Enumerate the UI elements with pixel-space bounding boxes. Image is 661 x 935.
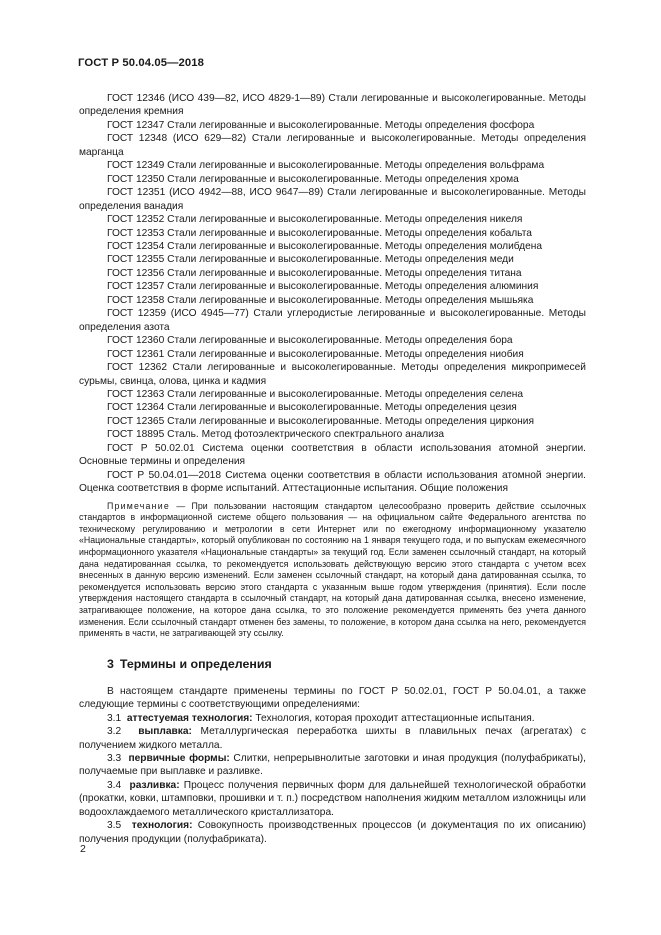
term-number: 3.4 [107,779,122,791]
reference-item: ГОСТ 12356 Стали легированные и высоколегированные. Методы определения титана [107,267,522,279]
reference-item: ГОСТ 12359 (ИСО 4945—77) Стали углеродистые легированные и высоколегированные. Методы определения азота [79,308,586,333]
term-name: аттестуемая технология: [126,712,253,724]
section-number: 3 [107,656,114,671]
page-content [79,92,586,846]
term-text: Технология, которая проходит аттестационные испытания. [252,712,535,724]
reference-item: ГОСТ 12358 Стали легированные и высоколегированные. Методы определения мышьяка [107,294,534,306]
document-header: ГОСТ Р 50.04.05—2018 [78,57,205,69]
term-text: Процесс получения первичных форм для дальнейшей технологической обработки (прокатки, ковки, штамповки, прошивки и т. п.) посредством наполнения жидким металлом изложницы или водоохлаждаемого металлического кристаллизатора. [79,779,586,818]
reference-item: ГОСТ 12350 Стали легированные и высоколегированные. Методы определения хрома [107,173,519,185]
term-name: выплавка: [138,726,192,738]
note-paragraph [79,501,586,640]
term-name: разливка: [129,779,180,791]
section-title: Термины и определения [119,656,272,671]
term-definition [79,779,586,819]
term-name: технология: [131,820,193,832]
reference-item: ГОСТ Р 50.04.01—2018 Система оценки соответствия в области использования атомной энергии. Оценка соответствия в форме испытаний. Аттестационные испытания. Общие положения [79,469,586,495]
term-number: 3.3 [107,752,122,764]
references-list [79,92,586,496]
reference-item: ГОСТ 18895 Сталь. Метод фотоэлектрического спектрального анализа [107,429,445,441]
reference-item: ГОСТ 12362 Стали легированные и высоколегированные. Методы определения микропримесей сурьмы, свинца, олова, цинка и кадмия [79,362,586,387]
term-number: 3.2 [107,726,122,738]
term-definition [79,819,586,846]
note-label: Примечание [107,500,170,511]
reference-item: ГОСТ 12355 Стали легированные и высоколегированные. Методы определения меди [107,254,514,266]
page-number: 2 [80,843,86,855]
reference-item: ГОСТ 12363 Стали легированные и высоколегированные. Методы определения селена [107,388,524,400]
section-heading [107,657,586,671]
reference-item: ГОСТ 12354 Стали легированные и высоколегированные. Методы определения молибдена [107,240,543,252]
reference-item: ГОСТ 12361 Стали легированные и высоколегированные. Методы определения ниобия [107,348,524,360]
reference-item: ГОСТ 12348 (ИСО 629—82) Стали легированные и высоколегированные. Методы определения марганца [79,133,586,158]
term-text: Слитки, непрерывнолитые заготовки и иная продукция (полуфабрикаты), получаемые при выплавке и разливке. [79,752,586,778]
reference-item: ГОСТ Р 50.02.01 Система оценки соответствия в области использования атомной энергии. Основные термины и определения [79,442,586,468]
reference-item: ГОСТ 12346 (ИСО 439—82, ИСО 4829-1—89) Стали легированные и высоколегированные. Методы определения кремния [79,93,586,118]
term-number: 3.5 [107,820,122,832]
reference-item: ГОСТ 12349 Стали легированные и высоколегированные. Методы определения вольфрама [107,160,545,172]
reference-item: ГОСТ 12353 Стали легированные и высоколегированные. Методы определения кобальта [107,227,532,239]
term-text: Совокупность производственных процессов (и документация по их описанию) получения продукции (полуфабриката). [79,820,586,845]
reference-item: ГОСТ 12357 Стали легированные и высоколегированные. Методы определения алюминия [107,281,539,293]
reference-item: ГОСТ 12352 Стали легированные и высоколегированные. Методы определения никеля [107,214,523,226]
term-definition [79,712,586,725]
note-text: — При пользовании настоящим стандартом целесообразно проверить действие ссылочных стандартов в информационной системе общего пользования — на официальном сайте Федерального агентства по техническому регулированию и метрологии в сети Интернет или по ежегодному информационному указателю «Национальные стандарты», который опубликован по состоянию на 1 января текущего года, и по выпускам ежемесячного информационного указателя «Национальные стандарты» за текущий год. Если заменен ссылочный стандарт, на который дана недатированная ссылка, то рекомендуется использовать действующую версию этого стандарта с учетом всех внесенных в данную версию изменений. Если заменен ссылочный стандарт, на который дана датированная ссылка, то рекомендуется использовать версию этого стандарта с указанным выше годом утверждения (принятия). Если после утверждения настоящего стандарта в ссылочный стандарт, на который дана датированная ссылка, внесено изменение, затрагивающее положение, на которое дана ссылка, то это положение рекомендуется применять без учета данного изменения. Если ссылочный стандарт отменен без замены, то положение, в котором дана ссылка на него, рекомендуется применять в части, не затрагивающей эту ссылку. [79,500,586,639]
reference-item: ГОСТ 12347 Стали легированные и высоколегированные. Методы определения фосфора [107,119,535,131]
term-definition [79,752,586,779]
term-number: 3.1 [107,712,122,724]
reference-item: ГОСТ 12351 (ИСО 4942—88, ИСО 9647—89) Стали легированные и высоколегированные. Методы определения ванадия [79,187,586,212]
reference-item: ГОСТ 12364 Стали легированные и высоколегированные. Методы определения цезия [107,402,517,414]
term-text: Металлургическая переработка шихты в плавильных печах (агрегатах) с получением жидкого металла. [79,726,586,751]
reference-item: ГОСТ 12360 Стали легированные и высоколегированные. Методы определения бора [107,335,513,347]
term-name: первичные формы: [128,752,230,764]
section-intro: В настоящем стандарте применены термины по ГОСТ Р 50.02.01, ГОСТ Р 50.04.01, а также следующие термины с соответствующими определениями: [79,685,586,711]
term-definition [79,725,586,752]
reference-item: ГОСТ 12365 Стали легированные и высоколегированные. Методы определения циркония [107,415,534,427]
